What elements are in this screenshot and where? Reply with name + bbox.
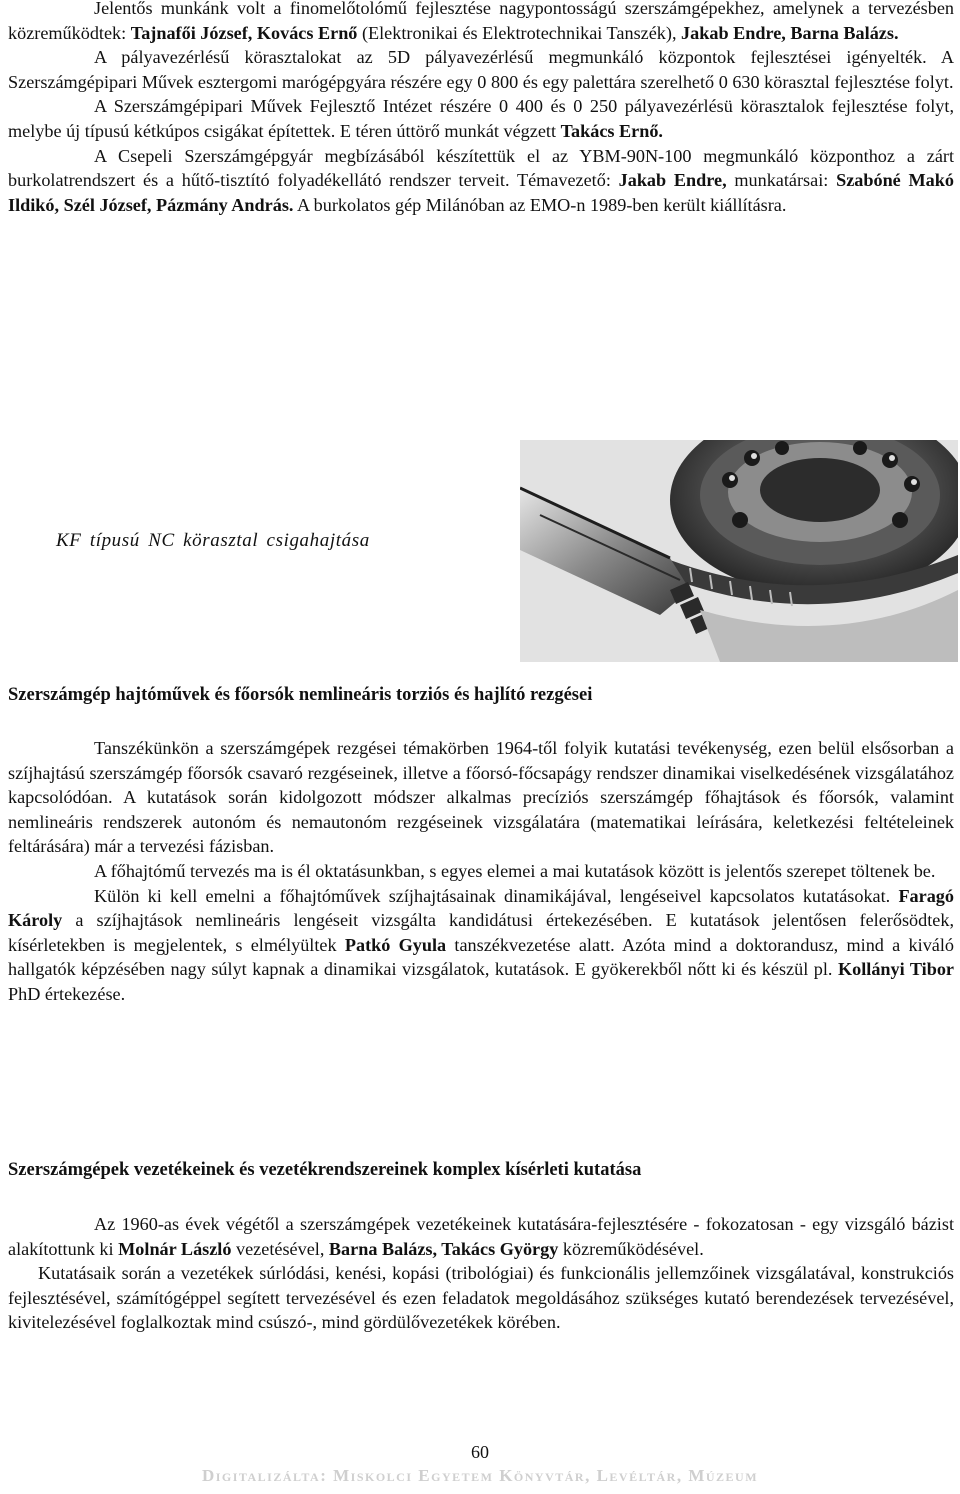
person-names: Molnár László: [118, 1238, 232, 1259]
paragraph-csepeli: [8, 144, 954, 218]
person-names: Patkó Gyula: [344, 934, 447, 955]
text-run: PhD értekezése.: [8, 983, 126, 1004]
section-heading-rezgesek: Szerszámgép hajtóművek és főorsók nemlineáris torziós és hajlító rezgései: [8, 685, 593, 705]
text-run: Az 1960-as évek végétől a szerszámgépek vezetékeinek kutatására-fejlesztésére - fokozatosan - egy vizsgáló bázist alakítottunk ki: [8, 1214, 954, 1259]
text-run: A Csepeli Szerszámgépgyár megbízásából készítettük el az YBM-90N-100 megmunkáló központhoz a zárt burkolatrendszert és a hűtő-tisztító folyadékellátó rendszer terveit. Témavezető:: [8, 145, 954, 191]
person-names: Faragó Károly: [8, 885, 954, 931]
section2-body: [8, 1212, 954, 1335]
text-run: (Elektronikai és Elektrotechnikai Tanszék),: [357, 22, 682, 43]
person-names: Jakab Endre, Barna Balázs.: [681, 22, 899, 43]
paragraph-vizsgalo-bazis: [8, 1212, 954, 1261]
text-run: közreműködésével.: [558, 1238, 704, 1259]
paragraph-korasztalok: A pályavezérlésű körasztalokat az 5D pályavezérlésű megmunkáló központok fejlesztései igényelték. A Szerszámgépipari Művek esztergomi marógépgyára részére egy 0 800 és egy palettára szerelhető 0 630 körasztal fejlesztése folyt.: [8, 47, 954, 92]
paragraph-fejleszto-intezet: [8, 94, 954, 143]
paragraph-fohajtomu: A főhajtómű tervezés ma is él oktatásunkban, s egyes elemei a mai kutatások között is jelentős szerepet töltenek be.: [94, 860, 936, 881]
text-run: A burkolatos gép Milánóban az EMO-n 1989-ben került kiállításra.: [293, 194, 787, 215]
text-run: vezetésével,: [231, 1238, 329, 1259]
page-number: 60: [471, 1442, 489, 1462]
paragraph-tribologia: Kutatásaik során a vezetékek súrlódási, kenési, kopási (tribológiai) és funkcionális jellemzőinek vizsgálatával, konstrukciós fejlesztésével, számítógéppel segített tervezésével és ezen feladatok megoldásához szükséges kutató berendezések tervezésével, kivitelezésével foglalkoztak mind csúszó-, mind gördülővezetékek körében.: [8, 1263, 954, 1333]
section-heading-vezetekek: Szerszámgépek vezetékeinek és vezetékrendszereinek komplex kísérleti kutatása: [8, 1160, 642, 1180]
person-names: Tajnafői József, Kovács Ernő: [130, 22, 358, 43]
text-run: Külön ki kell emelni a főhajtóművek szíjhajtásainak dinamikájával, lengéseivel kapcsolatos kutatásokat.: [94, 885, 899, 906]
digitization-watermark: Digitalizálta: Miskolci Egyetem Könyvtár, Levéltár, Múzeum: [201, 1466, 759, 1485]
person-names: Barna Balázs, Takács György: [328, 1238, 559, 1259]
text-run: tanszékvezetése alatt. Azóta mind a doktorandusz, mind a kiváló hallgatók képzésében nagy súlyt kapnak a dinamikai vizsgálatok, kutatások. E gyökerekből nőtt ki és készül pl.: [8, 934, 955, 980]
person-names: Takács Ernő.: [560, 120, 663, 141]
person-names: Szabóné Makó Ildikó, Szél József, Pázmány András.: [8, 170, 954, 215]
top-section: [8, 0, 954, 217]
worm-gear-photo: [520, 440, 958, 662]
person-names: Kollányi Tibor: [837, 959, 954, 980]
text-run: A Szerszámgépipari Művek Fejlesztő Intézet részére 0 400 és 0 250 pályavezérlésü körasztalok fejlesztése folyt, melybe új típusú kétkúpos csigákat építettek. E téren úttörő munkát végzett: [8, 96, 954, 141]
paragraph-finomelotolomu: [8, 0, 954, 45]
person-names: Jakab Endre,: [618, 170, 727, 191]
paragraph-rezgesek: Tanszékünkön a szerszámgépek rezgései témakörben 1964-től folyik kutatási tevékenység, ezen belül elsősorban a szíjhajtású szerszámgép főorsók csavaró rezgéseinek, illetve a főorsó-főcsapágy rendszer dinamikai viselkedésének vizsgálatához kapcsolódóan. A kutatások során kidolgozott módszer alkalmas precíziós szerszámgép főhajtások és főorsók, valamint nemlineáris rendszerek autonóm és nemautonóm rezgéseinek vizsgálatára (matematikai leírására, keletkezési feltételeinek feltárására) már a tervezési fázisban.: [8, 738, 954, 857]
paragraph-szijhajtasok: [8, 884, 954, 1007]
section1-body: [8, 736, 954, 1007]
text-run: Jelentős munkánk volt a finomelőtolómű fejlesztése nagypontosságú szerszámgépekhez, amelynek a tervezésben közreműködtek:: [8, 0, 954, 43]
text-run: munkatársai:: [726, 170, 837, 191]
figure-caption: KF típusú NC körasztal csigahajtása: [56, 530, 370, 551]
text-run: a szíjhajtások nemlineáris lengéseit vizsgálta kandidátusi értekezésében. E kutatások jelentősen felerősödtek, kísérletekben is megjelentek, s elmélyültek: [8, 910, 954, 955]
